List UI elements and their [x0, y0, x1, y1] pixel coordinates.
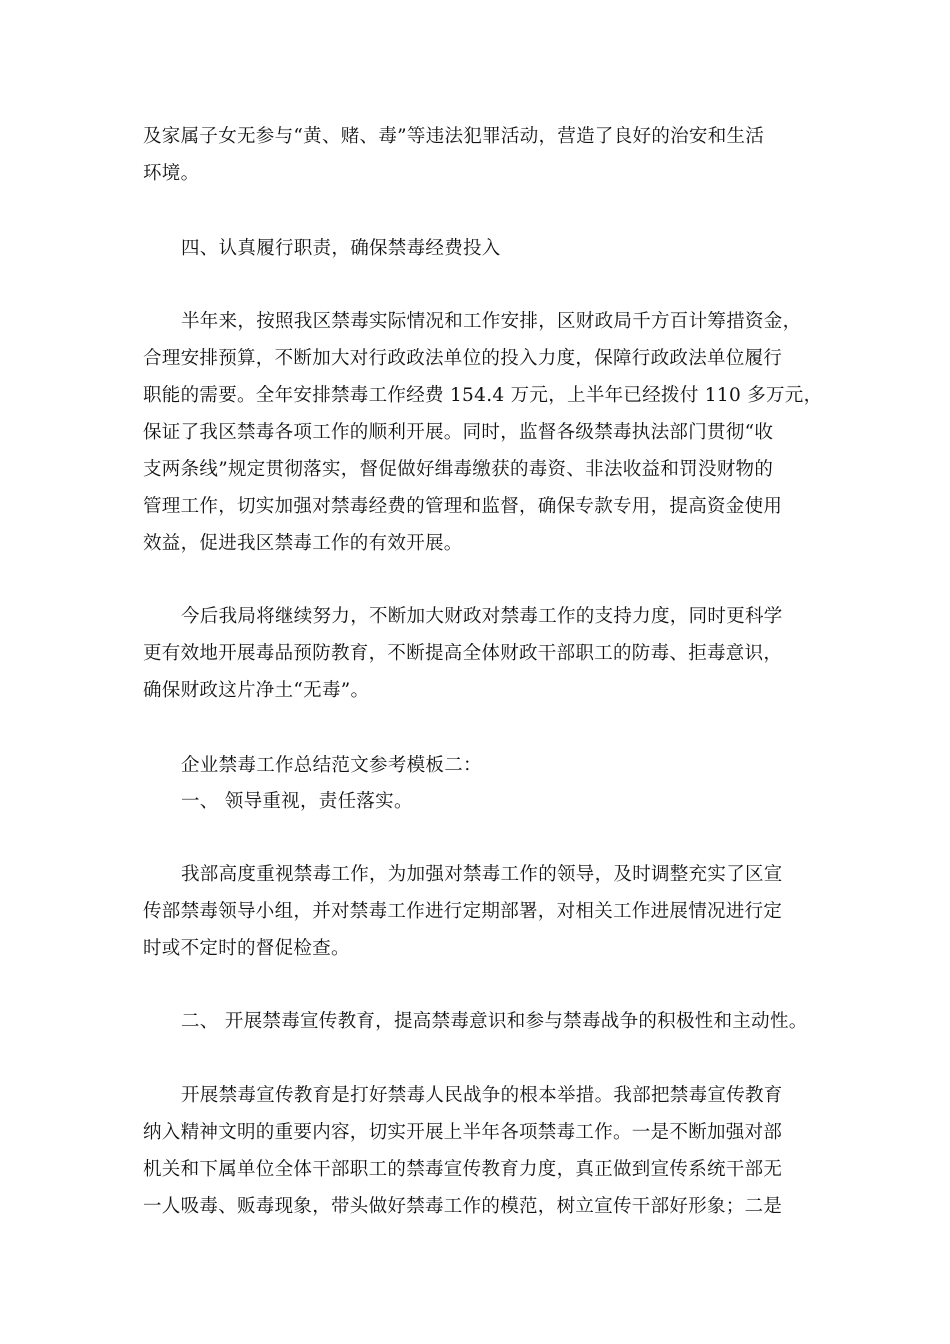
text-line: 传部禁毒领导小组，并对禁毒工作进行定期部署，对相关工作进展情况进行定 — [143, 901, 783, 922]
text-line: 环境。 — [143, 163, 200, 184]
text-line: 效益，促进我区禁毒工作的有效开展。 — [143, 533, 463, 554]
text-line: 管理工作，切实加强对禁毒经费的管理和监督，确保专款专用，提高资金使用 — [143, 496, 783, 517]
section-heading: 二、 开展禁毒宣传教育，提高禁毒意识和参与禁毒战争的积极性和主动性。 — [181, 1011, 808, 1032]
text-line: 及家属子女无参与“黄、赌、毒”等违法犯罪活动，营造了良好的治安和生活 — [143, 126, 765, 147]
text-line: 机关和下属单位全体干部职工的禁毒宣传教育力度，真正做到宣传系统干部无 — [143, 1159, 783, 1180]
text-line: 我部高度重视禁毒工作，为加强对禁毒工作的领导，及时调整充实了区宣 — [181, 864, 783, 885]
text-line: 职能的需要。全年安排禁毒工作经费 154.4 万元，上半年已经拨付 110 多万元， — [143, 385, 823, 406]
text-line: 时或不定时的督促检查。 — [143, 938, 350, 959]
text-line: 支两条线”规定贯彻落实，督促做好缉毒缴获的毒资、非法收益和罚没财物的 — [143, 459, 774, 480]
template-title: 企业禁毒工作总结范文参考模板二： — [181, 755, 482, 776]
text-line: 开展禁毒宣传教育是打好禁毒人民战争的根本举措。我部把禁毒宣传教育 — [181, 1085, 783, 1106]
text-line: 纳入精神文明的重要内容，切实开展上半年各项禁毒工作。一是不断加强对部 — [143, 1122, 783, 1143]
text-line: 合理安排预算，不断加大对行政政法单位的投入力度，保障行政政法单位履行 — [143, 348, 783, 369]
text-line: 确保财政这片净土“无毒”。 — [143, 680, 370, 701]
section-heading: 一、 领导重视，责任落实。 — [181, 791, 413, 812]
text-line: 今后我局将继续努力，不断加大财政对禁毒工作的支持力度，同时更科学 — [181, 606, 783, 627]
text-line: 一人吸毒、贩毒现象，带头做好禁毒工作的模范，树立宣传干部好形象；二是 — [143, 1196, 783, 1217]
text-line: 更有效地开展毒品预防教育，不断提高全体财政干部职工的防毒、拒毒意识， — [143, 643, 783, 664]
section-heading: 四、认真履行职责，确保禁毒经费投入 — [181, 238, 501, 259]
text-line: 保证了我区禁毒各项工作的顺利开展。同时，监督各级禁毒执法部门贯彻“收 — [143, 422, 774, 443]
text-line: 半年来，按照我区禁毒实际情况和工作安排，区财政局千方百计筹措资金， — [181, 311, 802, 332]
